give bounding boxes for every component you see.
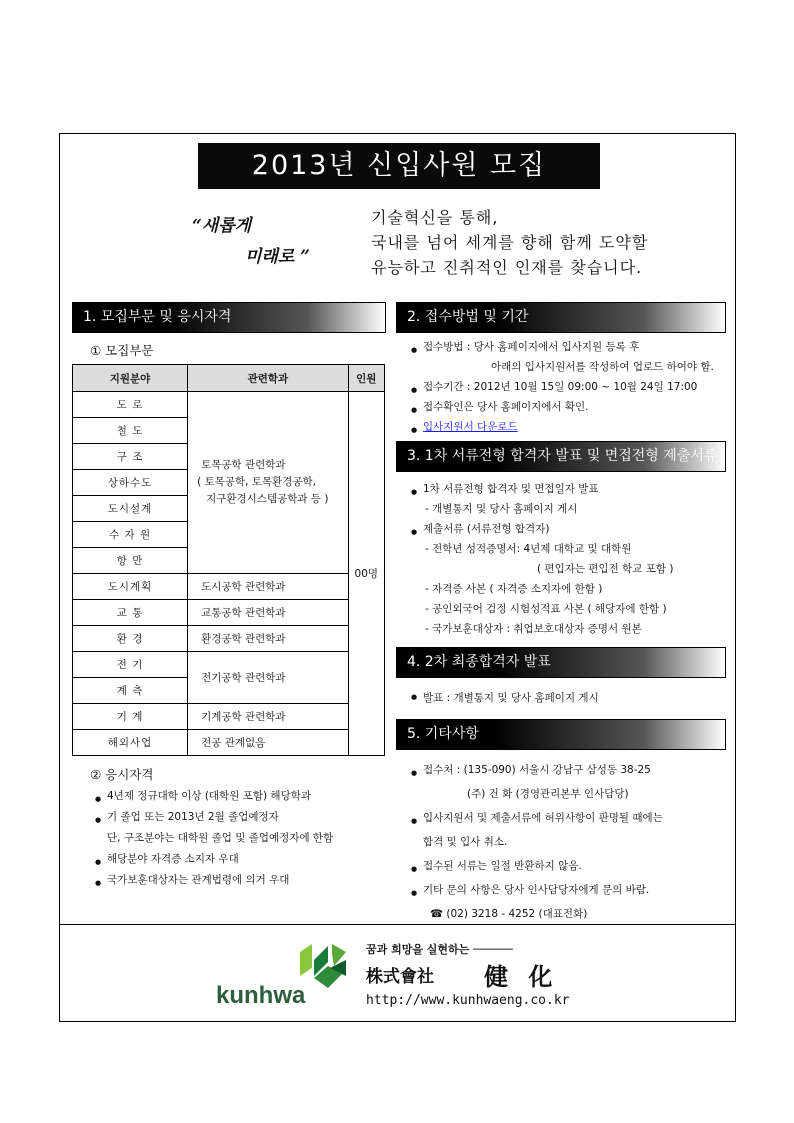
dept-line: ( 토목공학, 토목환경공학,	[197, 476, 316, 488]
field-cell: 수 자 원	[73, 522, 188, 548]
section-1-sub-qualification: ② 응시자격	[90, 767, 154, 782]
section-5-list	[423, 758, 663, 926]
list-item	[423, 417, 714, 437]
section-2-list	[423, 337, 714, 437]
field-cell: 전 기	[73, 652, 188, 678]
dept-cell: 교통공학 관련학과	[188, 600, 349, 626]
section-3-list	[423, 479, 673, 639]
list-item: ● 접수된 서류는 일절 반환하지 않음.	[423, 854, 663, 878]
field-cell: 도 로	[73, 392, 188, 418]
slogan-line-2: 미래로 ”	[245, 247, 310, 267]
col-header-field: 지원분야	[73, 365, 188, 392]
dept-cell: 환경공학 관련학과	[188, 626, 349, 652]
list-item: ● 접수방법 : 당사 홈페이지에서 입사지원 등록 후	[423, 337, 714, 357]
page-title: 2013년 신입사원 모집	[198, 143, 600, 189]
field-cell: 계 측	[73, 678, 188, 704]
field-cell: 교 통	[73, 600, 188, 626]
footer-company-prefix: 株式會社	[366, 967, 434, 987]
table-row	[73, 600, 385, 626]
intro-line: 유능하고 진취적인 인재를 찾습니다.	[371, 258, 643, 277]
section-1-heading: 1. 모집부문 및 응시자격	[72, 302, 386, 333]
table-row	[73, 574, 385, 600]
section-2-heading: 2. 접수방법 및 기간	[396, 302, 726, 333]
table-row	[73, 652, 385, 678]
dept-cell: 도시공학 관련학과	[188, 574, 349, 600]
col-header-count: 인원	[348, 365, 384, 392]
field-cell: 도시설계	[73, 496, 188, 522]
list-item: - 자격증 사본 ( 자격증 소지자에 한함 )	[425, 583, 603, 595]
list-item: 단, 구조분야는 대학원 졸업 및 졸업예정자에 한함	[107, 832, 334, 844]
footer-website-link[interactable]: http://www.kunhwaeng.co.kr	[366, 993, 570, 1008]
dept-cell: 기계공학 관련학과	[188, 704, 349, 730]
field-cell: 상하수도	[73, 470, 188, 496]
field-cell: 기 계	[73, 704, 188, 730]
list-item: (주) 건 화 (경영관리본부 인사담당)	[467, 788, 629, 800]
list-item: - 공인외국어 검정 시험성적표 사본 ( 해당자에 한함 )	[425, 603, 667, 615]
list-item: ● 접수기간 : 2012년 10월 15일 09:00 ~ 10월 24일 17:00	[423, 377, 714, 397]
table-row	[73, 626, 385, 652]
table-row	[73, 392, 385, 418]
field-cell: 항 만	[73, 548, 188, 574]
intro-line: 국내를 넘어 세계를 향해 함께 도약할	[371, 233, 649, 252]
kunhwa-logo-text: kunhwa	[216, 982, 306, 1009]
count-cell: 00명	[348, 392, 384, 756]
list-item: ( 편입자는 편입전 학교 포함 )	[537, 563, 674, 575]
list-item: ● 기 졸업 또는 2013년 2월 졸업예정자	[107, 807, 333, 828]
list-item: ● 해당분야 자격증 소지자 우대	[107, 849, 333, 870]
list-item: - 국가보훈대상자 : 취업보호대상자 증명서 원본	[425, 623, 642, 635]
table-row	[73, 730, 385, 756]
field-cell: 해외사업	[73, 730, 188, 756]
phone-number: ☎ (02) 3218 - 4252 (대표전화)	[430, 908, 588, 920]
list-item: ● 발표 : 개별통지 및 당사 홈페이지 게시	[423, 690, 599, 705]
field-cell: 구 조	[73, 444, 188, 470]
section-3-heading: 3. 1차 서류전형 합격자 발표 및 면접전형 제출서류	[396, 441, 726, 472]
dept-line: 토목공학 관련학과	[201, 459, 286, 471]
list-item: 아래의 입사지원서를 작성하여 업로드 하여야 함.	[491, 361, 714, 373]
section-5-heading: 5. 기타사항	[396, 719, 726, 750]
recruitment-table	[72, 364, 385, 756]
section-1-sub-recruitment: ① 모집부문	[90, 343, 154, 358]
list-item: ● 입사지원서 및 제출서류에 허위사항이 판명될 때에는	[423, 806, 663, 830]
table-row	[73, 704, 385, 730]
list-item: ● 접수확인은 당사 홈페이지에서 확인.	[423, 397, 714, 417]
dept-line: 지구환경시스템공학과 등 )	[206, 493, 329, 505]
dept-cell: 전공 관계없음	[188, 730, 349, 756]
list-item: ● 1차 서류전형 합격자 및 면접일자 발표	[423, 479, 673, 499]
field-cell: 도시계획	[73, 574, 188, 600]
qualification-list	[107, 786, 333, 891]
footer-divider	[59, 924, 736, 925]
footer-tagline: 꿈과 희망을 실현하는 ──────	[366, 943, 513, 956]
application-download-link[interactable]: 입사지원서 다운로드	[423, 421, 518, 433]
list-item: ● 기타 문의 사항은 당사 인사담당자에게 문의 바람.	[423, 878, 663, 902]
list-item: 합격 및 입사 취소.	[423, 836, 508, 848]
field-cell: 철 도	[73, 418, 188, 444]
list-item: ● 4년제 정규대학 이상 (대학원 포함) 해당학과	[107, 786, 333, 807]
dept-cell-electric: 전기공학 관련학과	[188, 652, 349, 704]
dept-cell-civil	[188, 392, 349, 574]
slogan-line-1: “새롭게	[192, 216, 252, 236]
footer-company-name: 健 化	[484, 962, 559, 991]
list-item: ● 국가보훈대상자는 관계법령에 의거 우대	[107, 870, 333, 891]
section-4-list	[423, 690, 599, 705]
section-4-heading: 4. 2차 최종합격자 발표	[396, 647, 726, 678]
table-header-row	[73, 365, 385, 392]
list-item: ● 제출서류 (서류전형 합격자)	[423, 519, 673, 539]
kunhwa-logo-mark-icon	[298, 942, 348, 992]
list-item: ● 접수처 : (135-090) 서울시 강남구 삼성동 38-25	[423, 758, 663, 782]
field-cell: 환 경	[73, 626, 188, 652]
col-header-dept: 관련학과	[188, 365, 349, 392]
intro-text	[371, 205, 648, 280]
intro-line: 기술혁신을 통해,	[371, 208, 499, 227]
list-item: - 전학년 성적증명서: 4년제 대학교 및 대학원	[425, 543, 632, 555]
list-item: - 개별통지 및 당사 홈페이지 게시	[425, 503, 578, 515]
